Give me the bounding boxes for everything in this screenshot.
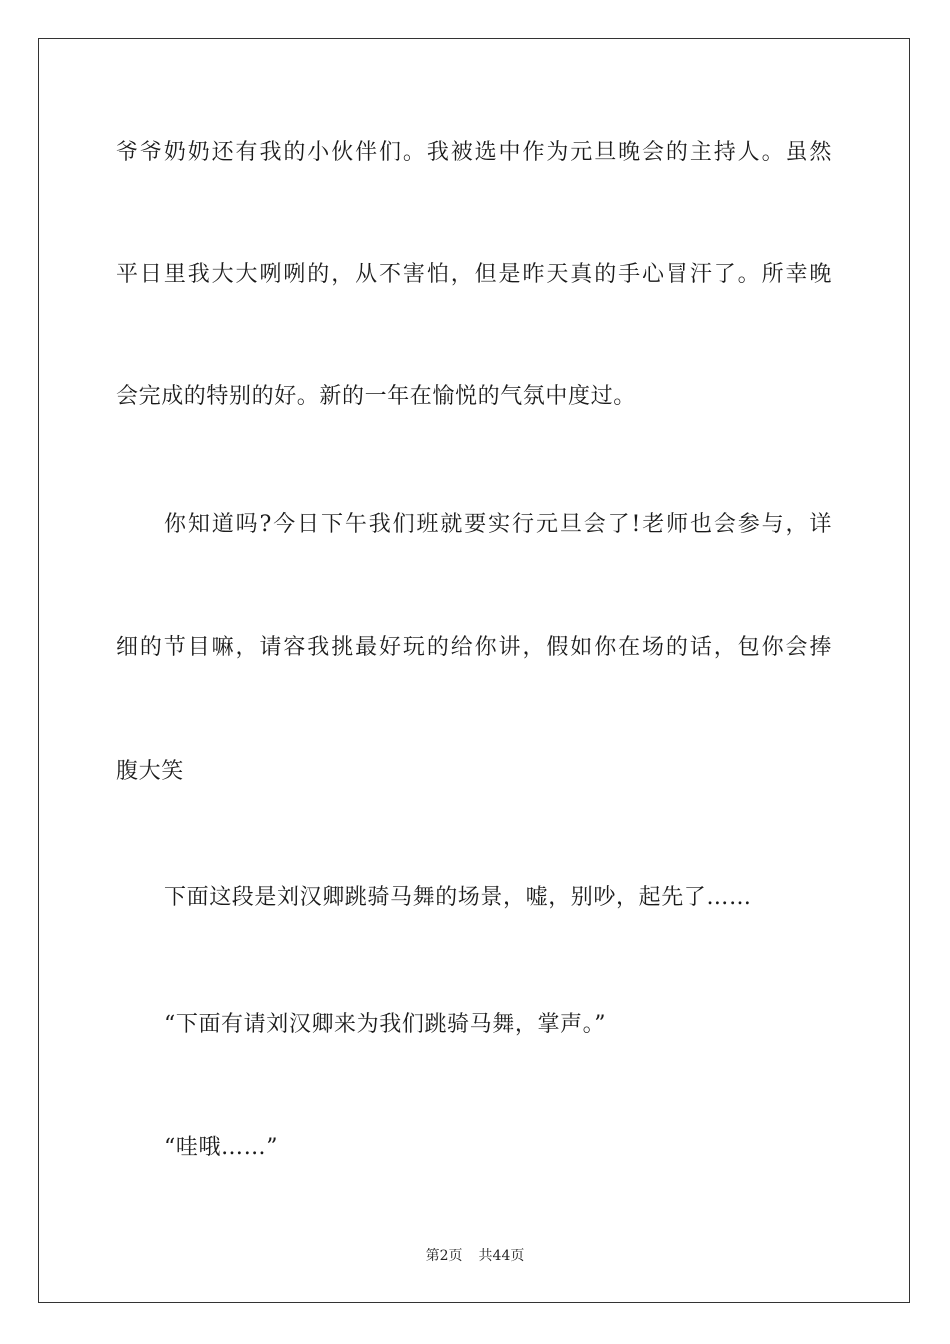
text-line-3: 会完成的特别的好。新的一年在愉悦的气氛中度过。 [116,384,636,409]
text-line-4: 你知道吗?今日下午我们班就要实行元旦会了!老师也会参与，详 [164,512,832,537]
text-line-7: 下面这段是刘汉卿跳骑马舞的场景，嘘，别吵，起先了…… [164,885,752,910]
text-line-9: “哇哦……” [164,1135,279,1160]
text-line-5: 细的节目嘛，请容我挑最好玩的给你讲，假如你在场的话，包你会捧 [116,635,832,660]
text-line-8: “下面有请刘汉卿来为我们跳骑马舞，掌声。” [164,1012,607,1037]
text-line-6: 腹大笑 [116,759,184,784]
page-footer [0,1247,950,1265]
text-line-2: 平日里我大大咧咧的，从不害怕，但是昨天真的手心冒汗了。所幸晚 [116,262,832,287]
text-line-1: 爷爷奶奶还有我的小伙伴们。我被选中作为元旦晚会的主持人。虽然 [116,140,832,165]
page-total: 共44页 [478,1248,525,1264]
page-number: 第2页 [425,1248,463,1264]
page-border [38,38,910,1303]
